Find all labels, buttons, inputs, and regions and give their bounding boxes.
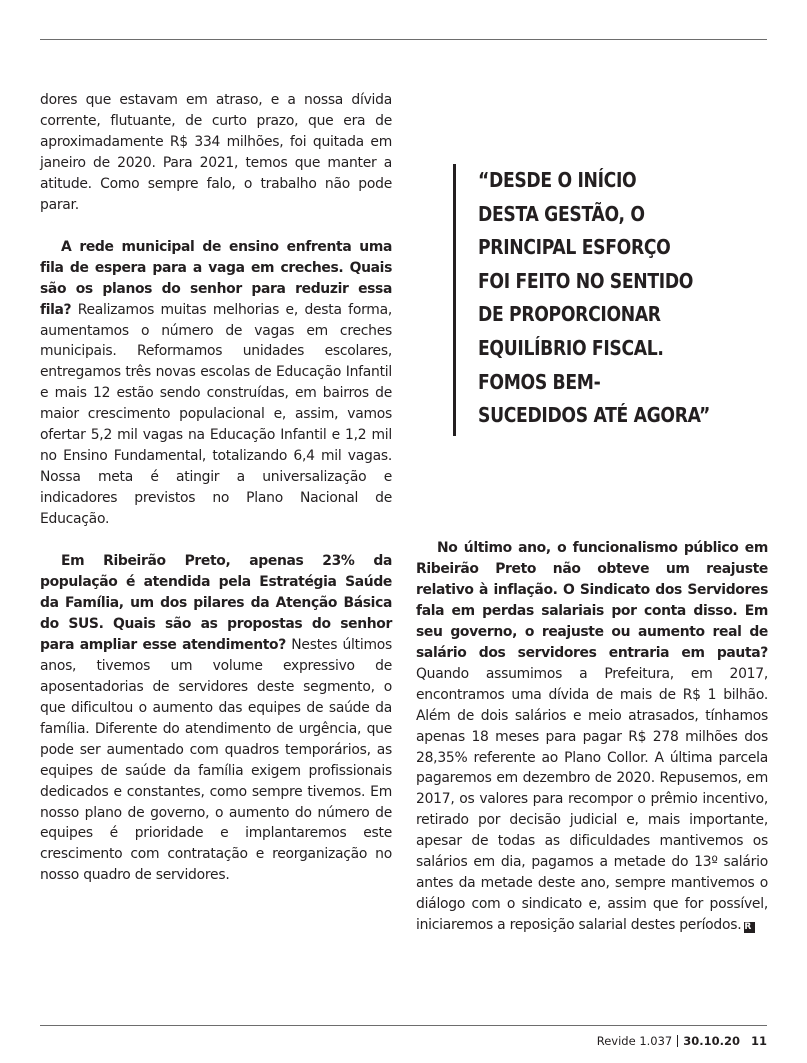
- pull-quote-line: DESTA GESTÃO, O: [478, 201, 645, 226]
- qa-creches: [40, 237, 392, 530]
- magazine-issue: Revide 1.037: [596, 1034, 673, 1048]
- bottom-rule: [40, 1025, 767, 1026]
- answer-servidores: Quando assumimos a Prefeitura, em 2017, encontramos uma dívida de mais de R$ 1 bilhão. Além de dois salários e meio atrasados, tínhamos apenas 18 meses para pagar R$ 278 milhões dos 28,35% referente ao Plano Collor. A última parcela pagaremos em dezembro de 2020. Repusemos, em 2017, os valores para recompor o prêmio incentivo, retirado por decisão judicial e, mais importante, apesar de todas as dificuldades mantivemos os salários em dia, pagamos a metade do 13º salário antes da metade deste ano, sempre mantivemos o diálogo com o sindicato e, assim que for possível, iniciaremos a reposição salarial destes períodos.: [416, 665, 768, 934]
- left-column: [40, 90, 392, 886]
- pull-quote-line: EQUILÍBRIO FISCAL.: [478, 335, 664, 360]
- pull-quote-line: FOMOS BEM-: [478, 369, 601, 394]
- right-column: [416, 538, 768, 936]
- qa-saude: [40, 551, 392, 886]
- answer-saude: Nestes últimos anos, tivemos um volume expressivo de aposentadorias de servidores deste segmento, o que dificultou o aumento das equipes de saúde da família. Diferente do atendimento de urgência, que pode ser aumentado com quadros temporários, as equipes de saúde da família exigem profissionais dedicados e constantes, como sempre tivemos. Em nosso plano de governo, o aumento do número de equipes é prioridade e implantaremos este crescimento com contratação e reorganização no nosso quadro de servidores.: [40, 636, 392, 884]
- footer-separator: [677, 1035, 678, 1047]
- pull-quote-line: PRINCIPAL ESFORÇO: [478, 235, 671, 260]
- paragraph-continuation: dores que estavam em atraso, e a nossa dívida corrente, flutuante, de curto prazo, que era de aproximadamente R$ 334 milhões, foi quitada em janeiro de 2020. Para 2021, temos que manter a atitude. Como sempre falo, o trabalho não pode parar.: [40, 92, 392, 213]
- end-of-article-icon: R: [744, 922, 755, 933]
- top-rule: [40, 39, 767, 40]
- pull-quote-line: DE PROPORCIONAR: [478, 302, 661, 327]
- question-servidores: No último ano, o funcionalismo público em Ribeirão Preto não obteve um reajuste relativo à inflação. O Sindicato dos Servidores fala em perdas salariais por conta disso. Em seu governo, o reajuste ou aumento real de salário dos servidores entraria em pauta?: [416, 540, 768, 661]
- pull-quote-line: FOI FEITO NO SENTIDO: [478, 268, 694, 293]
- question-creches: A rede municipal de ensino enfrenta uma fila de espera para a vaga em creches. Quais são os planos do senhor para reduzir essa fila?: [40, 238, 392, 318]
- page-number: 11: [750, 1034, 767, 1048]
- pull-quote-line: SUCEDIDOS ATÉ AGORA”: [478, 403, 711, 428]
- answer-creches: Realizamos muitas melhorias e, desta forma, aumentamos o número de vagas em creches municipais. Reformamos unidades escolares, entregamos três novas escolas de Educação Infantil e mais 12 estão sendo construídas, em bairros de maior crescimento populacional e, assim, vamos ofertar 5,2 mil vagas na Educação Infantil e 1,2 mil no Ensino Fundamental, totalizando 6,4 mil vagas. Nossa meta é atingir a universalização e indicadores previstos no Plano Nacional de Educação.: [40, 301, 392, 528]
- page-footer: [597, 1034, 767, 1048]
- issue-date: 30.10.20: [683, 1034, 741, 1048]
- question-saude: Em Ribeirão Preto, apenas 23% da população é atendida pela Estratégia Saúde da Família, um dos pilares da Atenção Básica do SUS. Quais são as propostas do senhor para ampliar esse atendimento?: [40, 553, 392, 653]
- qa-servidores: [416, 538, 768, 936]
- pull-quote: [478, 164, 738, 433]
- pull-quote-line: “DESDE O INÍCIO: [478, 168, 637, 192]
